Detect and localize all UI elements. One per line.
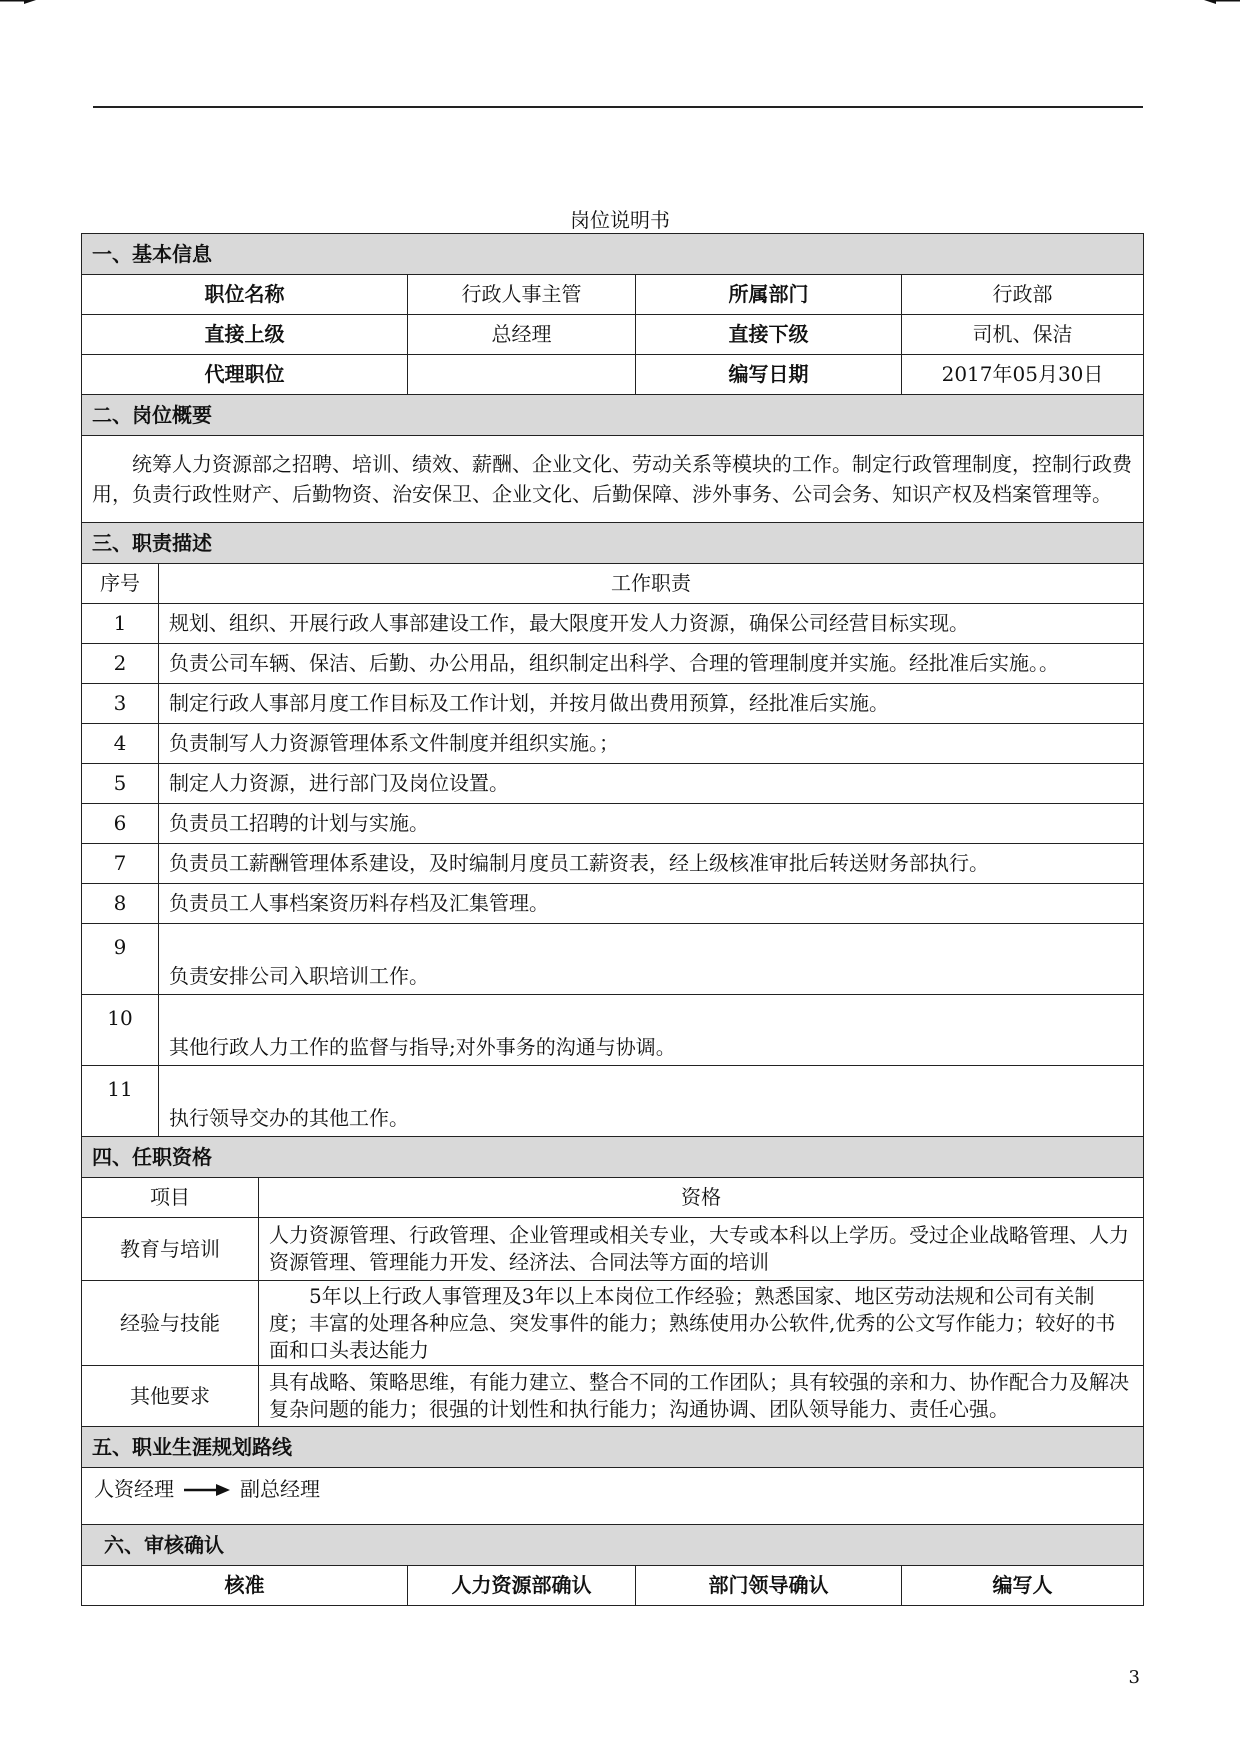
header-rule — [93, 106, 1143, 108]
section-heading: 五、职业生涯规划路线 — [82, 1427, 1144, 1468]
duty-row — [82, 764, 1144, 804]
qualification-row — [82, 1218, 1144, 1281]
duty-row — [82, 1066, 1144, 1137]
field-value: 行政人事主管 — [408, 275, 636, 315]
career-to: 副总经理 — [240, 1477, 320, 1501]
duty-row — [82, 644, 1144, 684]
duty-row — [82, 924, 1144, 995]
field-label: 代理职位 — [82, 355, 408, 395]
review-hr-confirm: 人力资源部确认 — [408, 1566, 636, 1606]
duties-header-row — [82, 564, 1144, 604]
review-author: 编写人 — [902, 1566, 1144, 1606]
duty-row — [82, 604, 1144, 644]
duty-text: 负责员工人事档案资历料存档及汇集管理。 — [159, 884, 1144, 924]
column-header: 工作职责 — [159, 564, 1144, 604]
field-label: 直接上级 — [82, 315, 408, 355]
duty-text: 制定行政人事部月度工作目标及工作计划，并按月做出费用预算，经批准后实施。 — [159, 684, 1144, 724]
duty-text: 制定人力资源，进行部门及岗位设置。 — [159, 764, 1144, 804]
duty-number: 2 — [82, 644, 159, 684]
field-label: 直接下级 — [636, 315, 902, 355]
duty-number: 11 — [82, 1066, 159, 1137]
column-header: 项目 — [82, 1178, 259, 1218]
section-heading: 六、审核确认 — [82, 1525, 1144, 1566]
duty-row — [82, 724, 1144, 764]
section-qualifications — [82, 1137, 1144, 1178]
arrow-right-icon — [184, 1483, 230, 1497]
duty-text: 规划、组织、开展行政人事部建设工作，最大限度开发人力资源，确保公司经营目标实现。 — [159, 604, 1144, 644]
duty-number: 6 — [82, 804, 159, 844]
duty-row — [82, 884, 1144, 924]
duty-text: 负责员工薪酬管理体系建设，及时编制月度员工薪资表，经上级核准审批后转送财务部执行。 — [159, 844, 1144, 884]
field-value: 2017年05月30日 — [902, 355, 1144, 395]
document-title: 岗位说明书 — [570, 208, 670, 232]
field-label: 编写日期 — [636, 355, 902, 395]
duty-number: 3 — [82, 684, 159, 724]
qualification-text: 人力资源管理、行政管理、企业管理或相关专业，大专或本科以上学历。受过企业战略管理、人力资源管理、管理能力开发、经济法、合同法等方面的培训 — [259, 1218, 1144, 1281]
basic-info-row — [82, 275, 1144, 315]
duty-text: 负责员工招聘的计划与实施。 — [159, 804, 1144, 844]
duty-row — [82, 844, 1144, 884]
review-approve: 核准 — [82, 1566, 408, 1606]
duty-text: 负责安排公司入职培训工作。 — [159, 924, 1144, 995]
qualification-item: 教育与培训 — [82, 1218, 259, 1281]
section-career-path — [82, 1427, 1144, 1468]
duty-text: 其他行政人力工作的监督与指导;对外事务的沟通与协调。 — [159, 995, 1144, 1066]
field-label: 所属部门 — [636, 275, 902, 315]
duty-text: 负责制写人力资源管理体系文件制度并组织实施。； — [159, 724, 1144, 764]
basic-info-row — [82, 355, 1144, 395]
job-description-table — [81, 233, 1144, 1606]
qualification-item: 经验与技能 — [82, 1281, 259, 1366]
field-value — [408, 355, 636, 395]
section-heading: 四、任职资格 — [82, 1137, 1144, 1178]
column-header: 资格 — [259, 1178, 1144, 1218]
section-heading: 三、职责描述 — [82, 523, 1144, 564]
duty-number: 8 — [82, 884, 159, 924]
overview-row — [82, 436, 1144, 523]
corner-arrow-icon — [1204, 0, 1240, 6]
corner-arrow-icon — [0, 0, 36, 6]
qualification-row — [82, 1281, 1144, 1366]
review-dept-confirm: 部门领导确认 — [636, 1566, 902, 1606]
field-value: 总经理 — [408, 315, 636, 355]
career-path — [92, 1476, 1133, 1503]
basic-info-row — [82, 315, 1144, 355]
career-path-row — [82, 1468, 1144, 1525]
career-from: 人资经理 — [94, 1477, 174, 1501]
field-value: 行政部 — [902, 275, 1144, 315]
section-overview — [82, 395, 1144, 436]
overview-text: 统筹人力资源部之招聘、培训、绩效、薪酬、企业文化、劳动关系等模块的工作。制定行政管理制度，控制行政费用，负责行政性财产、后勤物资、治安保卫、企业文化、后勤保障、涉外事务、公司会务、知识产权及档案管理等。 — [82, 436, 1144, 523]
duty-row — [82, 995, 1144, 1066]
section-heading: 一、基本信息 — [82, 234, 1144, 275]
duty-row — [82, 804, 1144, 844]
section-basic-info — [82, 234, 1144, 275]
duty-row — [82, 684, 1144, 724]
duty-number: 10 — [82, 995, 159, 1066]
page-number: 3 — [1128, 1667, 1140, 1688]
section-heading: 二、岗位概要 — [82, 395, 1144, 436]
section-duties — [82, 523, 1144, 564]
field-value: 司机、保洁 — [902, 315, 1144, 355]
duty-text: 负责公司车辆、保洁、后勤、办公用品，组织制定出科学、合理的管理制度并实施。经批准后实施。。 — [159, 644, 1144, 684]
section-review — [82, 1525, 1144, 1566]
field-label: 职位名称 — [82, 275, 408, 315]
duty-number: 4 — [82, 724, 159, 764]
duty-number: 5 — [82, 764, 159, 804]
column-header: 序号 — [82, 564, 159, 604]
qualification-text: 5年以上行政人事管理及3年以上本岗位工作经验；熟悉国家、地区劳动法规和公司有关制度；丰富的处理各种应急、突发事件的能力；熟练使用办公软件,优秀的公文写作能力；较好的书面和口头表达能力 — [259, 1281, 1144, 1366]
qualification-item: 其他要求 — [82, 1366, 259, 1427]
duty-number: 7 — [82, 844, 159, 884]
qualifications-header-row — [82, 1178, 1144, 1218]
duty-number: 9 — [82, 924, 159, 995]
duty-text: 执行领导交办的其他工作。 — [159, 1066, 1144, 1137]
review-row — [82, 1566, 1144, 1606]
qualification-row — [82, 1366, 1144, 1427]
qualification-text: 具有战略、策略思维，有能力建立、整合不同的工作团队；具有较强的亲和力、协作配合力及解决复杂问题的能力；很强的计划性和执行能力；沟通协调、团队领导能力、责任心强。 — [259, 1366, 1144, 1427]
duty-number: 1 — [82, 604, 159, 644]
